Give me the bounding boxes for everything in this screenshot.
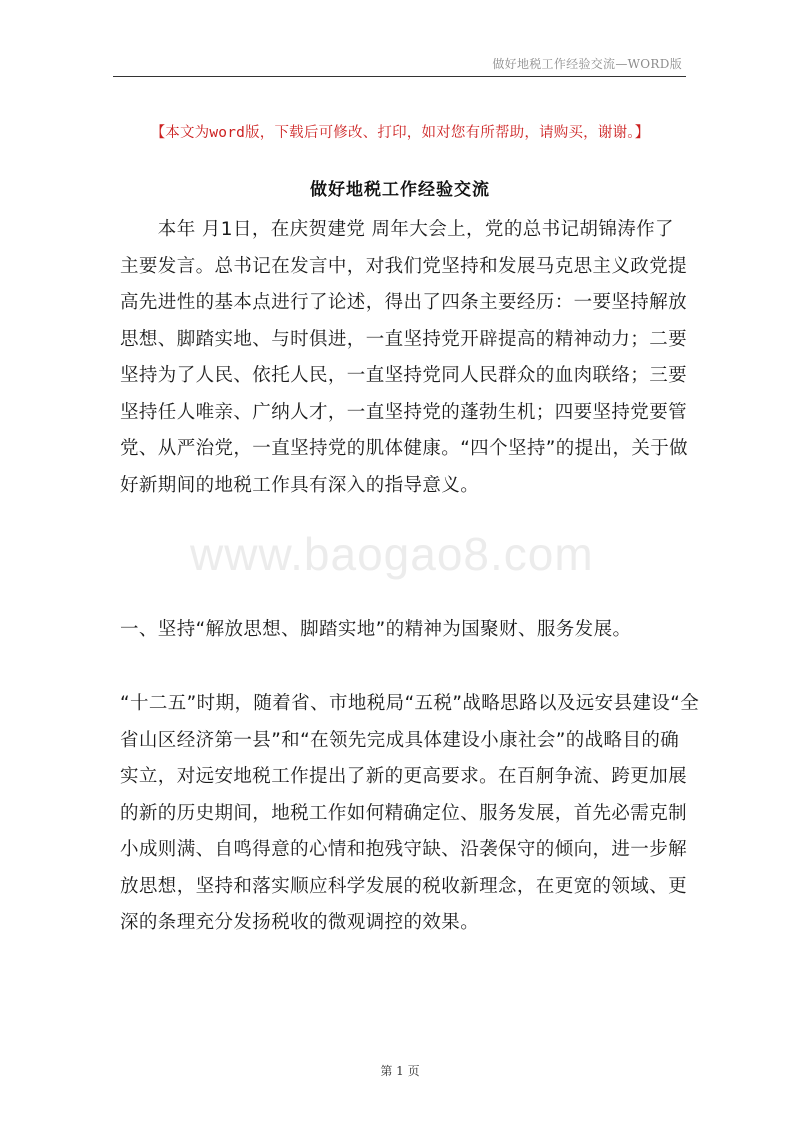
paragraph-line: 放思想，坚持和落实顺应科学发展的税收新理念，在更宽的领域、更 bbox=[120, 875, 688, 897]
document-title: 做好地税工作经验交流 bbox=[310, 180, 490, 200]
paragraph-line: 高先进性的基本点进行了论述，得出了四条主要经历：一要坚持解放 bbox=[120, 292, 688, 313]
paragraph-line: 本年 月1日，在庆贺建党 周年大会上，党的总书记胡锦涛作了 bbox=[120, 219, 674, 240]
paragraph-line: 实立，对远安地税工作提出了新的更高要求。在百舸争流、跨更加展 bbox=[120, 766, 688, 787]
paragraph-line: 的新的历史期间，地税工作如何精确定位、服务发展，首先必需克制 bbox=[120, 802, 688, 824]
paragraph-line: 思想、脚踏实地、与时俱进，一直坚持党开辟提高的精神动力；二要 bbox=[120, 328, 688, 350]
section-heading-text: 一、坚持“解放思想、脚踏实地”的精神为国聚财、服务发展。 bbox=[120, 619, 632, 640]
watermark: www.baogao8.com bbox=[190, 528, 594, 580]
paragraph-line: 坚持任人唯亲、广纳人才，一直坚持党的蓬勃生机；四要坚持党要管 bbox=[120, 401, 688, 423]
paragraph-line: 党、从严治党，一直坚持党的肌体健康。“四个坚持”的提出，关于做 bbox=[120, 438, 689, 459]
paragraph-line: 主要发言。总书记在发言中，对我们党坚持和发展马克思主义政党提 bbox=[120, 255, 688, 277]
paragraph-section-1 bbox=[120, 686, 700, 942]
paragraph-line: 好新期间的地税工作具有深入的指导意义。 bbox=[120, 474, 480, 496]
download-notice: 【本文为word版，下载后可修改、打印，如对您有所帮助，请购买，谢谢。】 bbox=[150, 125, 650, 141]
page-number: 第 1 页 bbox=[380, 1064, 420, 1078]
paragraph-line: 小成则满、自鸣得意的心情和抱残守缺、沿袭保守的倾向，进一步解 bbox=[120, 839, 688, 860]
header-divider bbox=[113, 76, 686, 77]
paragraph-intro bbox=[120, 212, 689, 504]
paragraph-line: 深的条理充分发扬税收的微观调控的效果。 bbox=[120, 912, 480, 933]
paragraph-line: 坚持为了人民、依托人民，一直坚持党同人民群众的血肉联络；三要 bbox=[120, 365, 688, 386]
paragraph-line: 省山区经济第一县”和“在领先完成具体建设小康社会”的战略目的确 bbox=[120, 729, 680, 751]
section-heading-1 bbox=[120, 612, 686, 649]
paragraph-line: “十二五”时期，随着省、市地税局“五税”战略思路以及远安县建设“全 bbox=[120, 693, 700, 714]
running-header: 做好地税工作经验交流—WORD版 bbox=[492, 57, 682, 71]
